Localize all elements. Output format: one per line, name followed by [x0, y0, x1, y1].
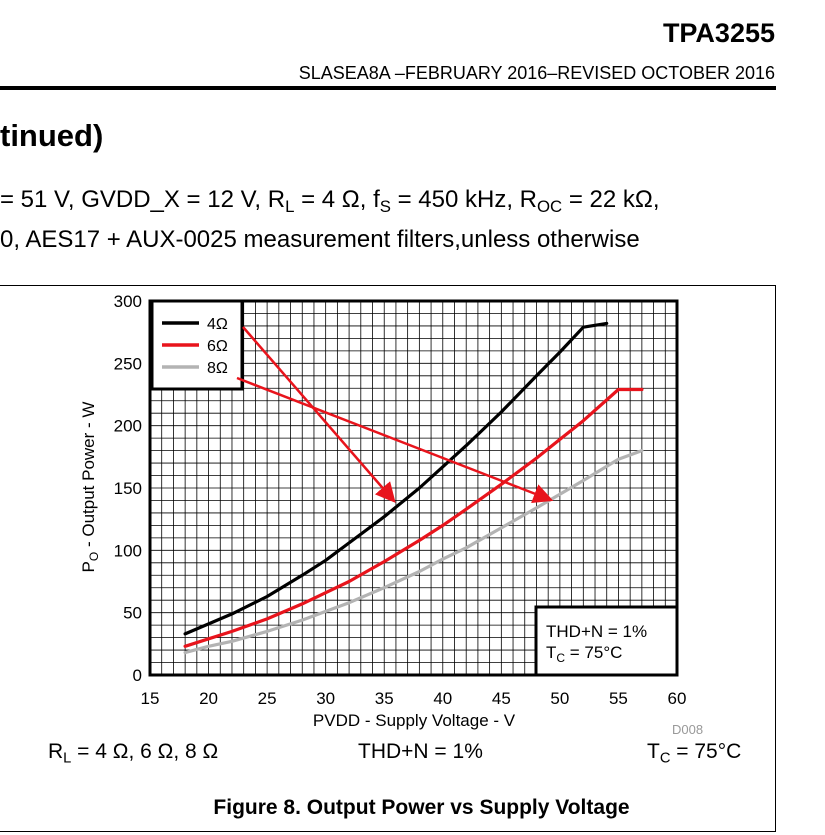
x-tick-label: 55 [608, 689, 628, 708]
x-tick-label: 50 [550, 689, 570, 708]
x-tick-label: 25 [257, 689, 277, 708]
legend-label: 8Ω [207, 360, 228, 377]
figure-id: D008 [672, 722, 704, 737]
caption-tc: $T_C = 75^\circ C$ [647, 740, 742, 767]
y-tick-label: 150 [113, 479, 142, 498]
x-tick-label: 15 [140, 689, 160, 708]
x-tick-label: 45 [491, 689, 511, 708]
x-axis-label: PVDD - Supply Voltage - V [312, 711, 516, 730]
caption-thd: THD+N = 1% [358, 740, 483, 763]
conditions-annotation [536, 607, 677, 675]
x-tick-label: 30 [316, 689, 336, 708]
legend-label: 6Ω [207, 338, 228, 355]
y-tick-label: 50 [123, 603, 142, 623]
y-tick-label: 300 [113, 292, 142, 311]
x-tick-label: 60 [667, 689, 687, 708]
annotation-tc: $T_C = 75^\circ C$ [546, 643, 623, 665]
document-line: SLASEA8A –FEBRUARY 2016–REVISED OCTOBER 2016 [298, 63, 775, 83]
section-title: tinued) [0, 118, 104, 153]
x-tick-label: 20 [199, 689, 219, 708]
legend-label: 4Ω [207, 316, 228, 333]
y-tick-label: 250 [113, 354, 142, 374]
x-tick-label: 40 [433, 689, 453, 708]
callout-arrows [237, 327, 551, 501]
y-tick-label: 0 [132, 666, 142, 685]
callout-arrow-4ohm [243, 327, 394, 501]
y-tick-label: 200 [113, 416, 142, 436]
y-axis-label: $P_O$ - Output Power - W [79, 401, 101, 573]
y-tick-label: 100 [113, 541, 142, 561]
callout-arrow-8ohm [237, 378, 551, 500]
caption-load: $R_L = 4$ Ω, 6 Ω, 8 Ω [48, 740, 219, 767]
legend [152, 301, 242, 389]
conditions-line-2: 0, AES17 + AUX-0025 measurement filters,unless otherwise [0, 226, 640, 254]
x-tick-label: 35 [374, 689, 394, 708]
part-number: TPA3255 [662, 18, 775, 48]
annotation-thd: THD+N = 1% [546, 622, 648, 641]
conditions-line-1: = 51 V, GVDD_X = 12 V, $R_L = 4$ Ω, $f_S = 450$ kHz, $R_{OC} = 22$ kΩ, [0, 186, 660, 217]
figure-caption: Figure 8. Output Power vs Supply Voltage [213, 796, 630, 819]
